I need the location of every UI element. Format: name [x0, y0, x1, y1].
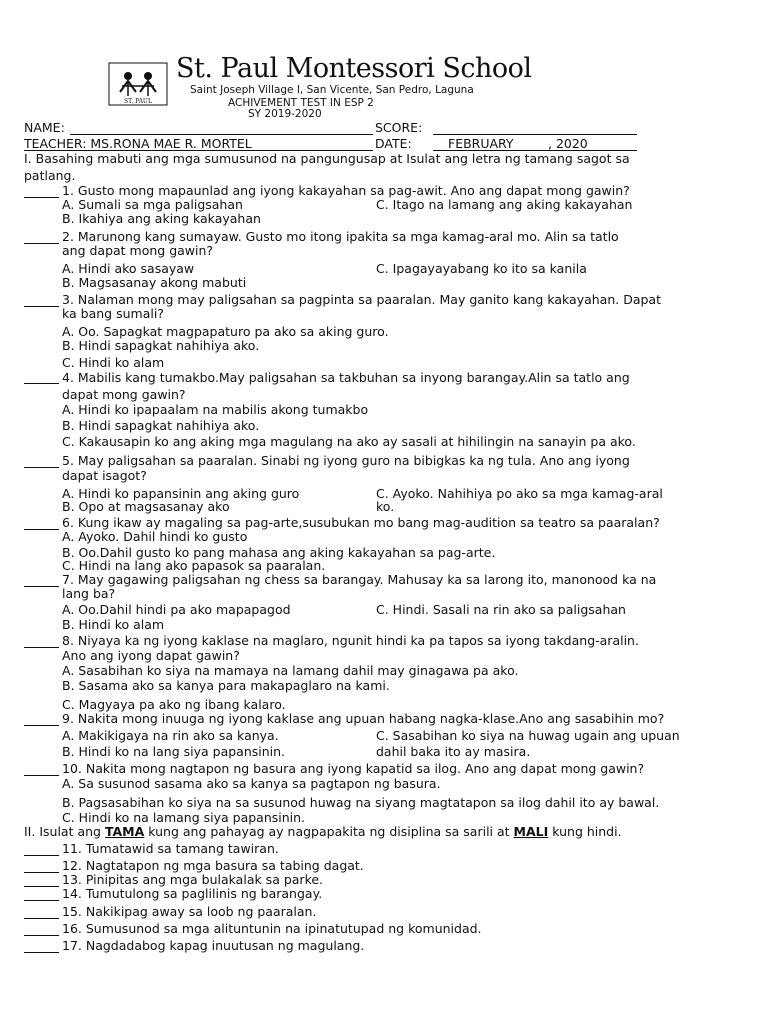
date-month: FEBRUARY	[448, 136, 514, 151]
question-2-cont: ang dapat mong gawin?	[62, 243, 214, 258]
q6-choice-c: C. Hindi na lang ako papasok sa paaralan.	[62, 558, 326, 573]
test-title: ACHIVEMENT TEST IN ESP 2	[228, 97, 374, 109]
teacher-label: TEACHER: MS.RONA MAE R. MORTEL	[24, 136, 252, 151]
statement-16: 16. Sumusunod sa mga alituntunin na ipinatutupad ng komunidad.	[62, 921, 482, 936]
answer-blank-2[interactable]	[24, 243, 59, 244]
q6-choice-b: B. Oo.Dahil gusto ko pang mahasa ang aking kakayahan sa pag-arte.	[62, 545, 496, 560]
q2-choice-a: A. Hindi ako sasayaw	[62, 261, 195, 276]
statement-12: 12. Nagtatapon ng mga basura sa tabing dagat.	[62, 858, 364, 873]
q10-choice-b: B. Pagsasabihan ko siya na sa susunod huwag na siyang magtatapon sa ilog dahil ito ay bawal.	[62, 795, 660, 810]
question-3-cont: ka bang sumali?	[62, 306, 164, 321]
q4-choice-a: A. Hindi ko ipapaalam na mabilis akong tumakbo	[62, 402, 369, 417]
part2-instruction-pre: II. Isulat ang	[24, 824, 105, 839]
q3-choice-c: C. Hindi ko alam	[62, 355, 165, 370]
question-5: 5. May paligsahan sa paaralan. Sinabi ng iyong guro na bibigkas ka ng tula. Ano ang iyong	[62, 453, 630, 468]
q8-choice-b: B. Sasama ako sa kanya para makapaglaro na kami.	[62, 678, 390, 693]
question-4: 4. Mabilis kang tumakbo.May paligsahan sa takbuhan sa inyong barangay.Alin sa tatlo ang	[62, 370, 630, 385]
part2-instruction-mid: kung ang pahayag ay nagpapakita ng disiplina sa sarili at	[144, 824, 514, 839]
answer-blank-12[interactable]	[24, 872, 59, 873]
q7-choice-a: A. Oo.Dahil hindi pa ako mapapagod	[62, 602, 291, 617]
name-label: NAME:	[24, 120, 65, 135]
q9-choice-c: C. Sasabihan ko siya na huwag ugain ang upuan	[376, 728, 680, 743]
answer-blank-15[interactable]	[24, 918, 59, 919]
answer-blank-3[interactable]	[24, 306, 59, 307]
answer-blank-11[interactable]	[24, 855, 59, 856]
q8-choice-a: A. Sasabihan ko siya na mamaya na lamang dahil may ginagawa pa ako.	[62, 663, 519, 678]
q3-choice-a: A. Oo. Sapagkat magpapaturo pa ako sa aking guro.	[62, 324, 389, 339]
q5-choice-c: C. Ayoko. Nahihiya po ako sa mga kamag-aral	[376, 486, 663, 501]
q9-choice-c-cont: dahil baka ito ay masira.	[376, 744, 531, 759]
answer-blank-1[interactable]	[24, 197, 59, 198]
school-logo	[108, 62, 168, 106]
q10-choice-a: A. Sa susunod sasama ako sa kanya sa pagtapon ng basura.	[62, 776, 441, 791]
question-4-cont: dapat mong gawin?	[62, 387, 186, 402]
answer-blank-5[interactable]	[24, 467, 59, 468]
question-3: 3. Nalaman mong may paligsahan sa pagpinta sa paaralan. May ganito kang kakayahan. Dapat	[62, 292, 661, 307]
q10-choice-c: C. Hindi ko na lamang siya papansinin.	[62, 810, 306, 825]
q6-choice-a: A. Ayoko. Dahil hindi ko gusto	[62, 529, 248, 544]
q2-choice-c: C. Ipagayayabang ko ito sa kanila	[376, 261, 587, 276]
statement-14: 14. Tumutulong sa paglilinis ng barangay.	[62, 886, 323, 901]
tama-keyword: TAMA	[104, 824, 145, 839]
logo-text: ST. PAUL	[124, 98, 152, 105]
school-address: Saint Joseph Village I, San Vicente, San Pedro, Laguna	[190, 84, 474, 96]
q3-choice-b: B. Hindi sapagkat nahihiya ako.	[62, 338, 260, 353]
q1-choice-c: C. Itago na lamang ang aking kakayahan	[376, 197, 633, 212]
part1-instruction-cont: patlang.	[24, 168, 76, 183]
question-6: 6. Kung ikaw ay magaling sa pag-arte,susubukan mo bang mag-audition sa teatro sa paaralan?	[62, 515, 660, 530]
question-5-cont: dapat isagot?	[62, 468, 147, 483]
q2-choice-b: B. Magsasanay akong mabuti	[62, 275, 247, 290]
answer-blank-4[interactable]	[24, 383, 59, 384]
q4-choice-c: C. Kakausapin ko ang aking mga magulang na ako ay sasali at hihilingin na sanayin pa ako.	[62, 434, 636, 449]
school-name: St. Paul Montessori School	[176, 53, 532, 84]
q8-choice-c: C. Magyaya pa ako ng ibang kalaro.	[62, 697, 286, 712]
answer-blank-13[interactable]	[24, 886, 59, 887]
score-label: SCORE:	[375, 120, 423, 135]
statement-11: 11. Tumatawid sa tamang tawiran.	[62, 841, 279, 856]
school-year: SY 2019-2020	[248, 108, 322, 120]
answer-blank-16[interactable]	[24, 935, 59, 936]
answer-blank-8[interactable]	[24, 647, 59, 648]
q9-choice-b: B. Hindi ko na lang siya papansinin.	[62, 744, 286, 759]
answer-blank-9[interactable]	[24, 725, 59, 726]
question-8-cont: Ano ang iyong dapat gawin?	[62, 648, 240, 663]
q4-choice-b: B. Hindi sapagkat nahihiya ako.	[62, 418, 260, 433]
q5-choice-b: B. Opo at magsasanay ako	[62, 499, 230, 514]
question-7: 7. May gagawing paligsahan ng chess sa barangay. Mahusay ka sa larong ito, manonood ka na	[62, 572, 657, 587]
date-year: , 2020	[548, 136, 588, 151]
q5-choice-a: A. Hindi ko papansinin ang aking guro	[62, 486, 300, 501]
q9-choice-a: A. Makikigaya na rin ako sa kanya.	[62, 728, 279, 743]
part2-instruction	[24, 824, 622, 839]
part1-instruction: I. Basahing mabuti ang mga sumusunod na pangungusap at Isulat ang letra ng tamang sagot sa	[24, 151, 630, 166]
question-7-cont: lang ba?	[62, 586, 116, 601]
question-2: 2. Marunong kang sumayaw. Gusto mo itong ipakita sa mga kamag-aral mo. Alin sa tatlo	[62, 229, 619, 244]
statement-13: 13. Pinipitas ang mga bulakalak sa parke.	[62, 872, 324, 887]
answer-blank-10[interactable]	[24, 775, 59, 776]
score-line	[433, 134, 637, 135]
answer-blank-17[interactable]	[24, 952, 59, 953]
q7-choice-b: B. Hindi ko alam	[62, 617, 165, 632]
name-line	[70, 134, 373, 135]
answer-blank-6[interactable]	[24, 529, 59, 530]
mali-keyword: MALI	[513, 824, 549, 839]
q5-choice-c-cont: ko.	[376, 499, 395, 514]
part2-instruction-post: kung hindi.	[548, 824, 622, 839]
q7-choice-c: C. Hindi. Sasali na rin ako sa paligsahan	[376, 602, 626, 617]
answer-blank-7[interactable]	[24, 586, 59, 587]
statement-15: 15. Nakikipag away sa loob ng paaralan.	[62, 904, 317, 919]
question-8: 8. Niyaya ka ng iyong kaklase na maglaro, ngunit hindi ka pa tapos sa iyong takdang-aralin.	[62, 633, 639, 648]
q1-choice-a: A. Sumali sa mga paligsahan	[62, 197, 243, 212]
date-label: DATE:	[375, 136, 412, 151]
answer-blank-14[interactable]	[24, 900, 59, 901]
statement-17: 17. Nagdadabog kapag inuutusan ng magulang.	[62, 938, 365, 953]
q1-choice-b: B. Ikahiya ang aking kakayahan	[62, 211, 261, 226]
question-10: 10. Nakita mong nagtapon ng basura ang iyong kapatid sa ilog. Ano ang dapat mong gawin?	[62, 761, 645, 776]
question-1: 1. Gusto mong mapaunlad ang iyong kakayahan sa pag-awit. Ano ang dapat mong gawin?	[62, 183, 630, 198]
question-9: 9. Nakita mong inuuga ng iyong kaklase ang upuan habang nagka-klase.Ano ang sasabihin mo?	[62, 711, 665, 726]
